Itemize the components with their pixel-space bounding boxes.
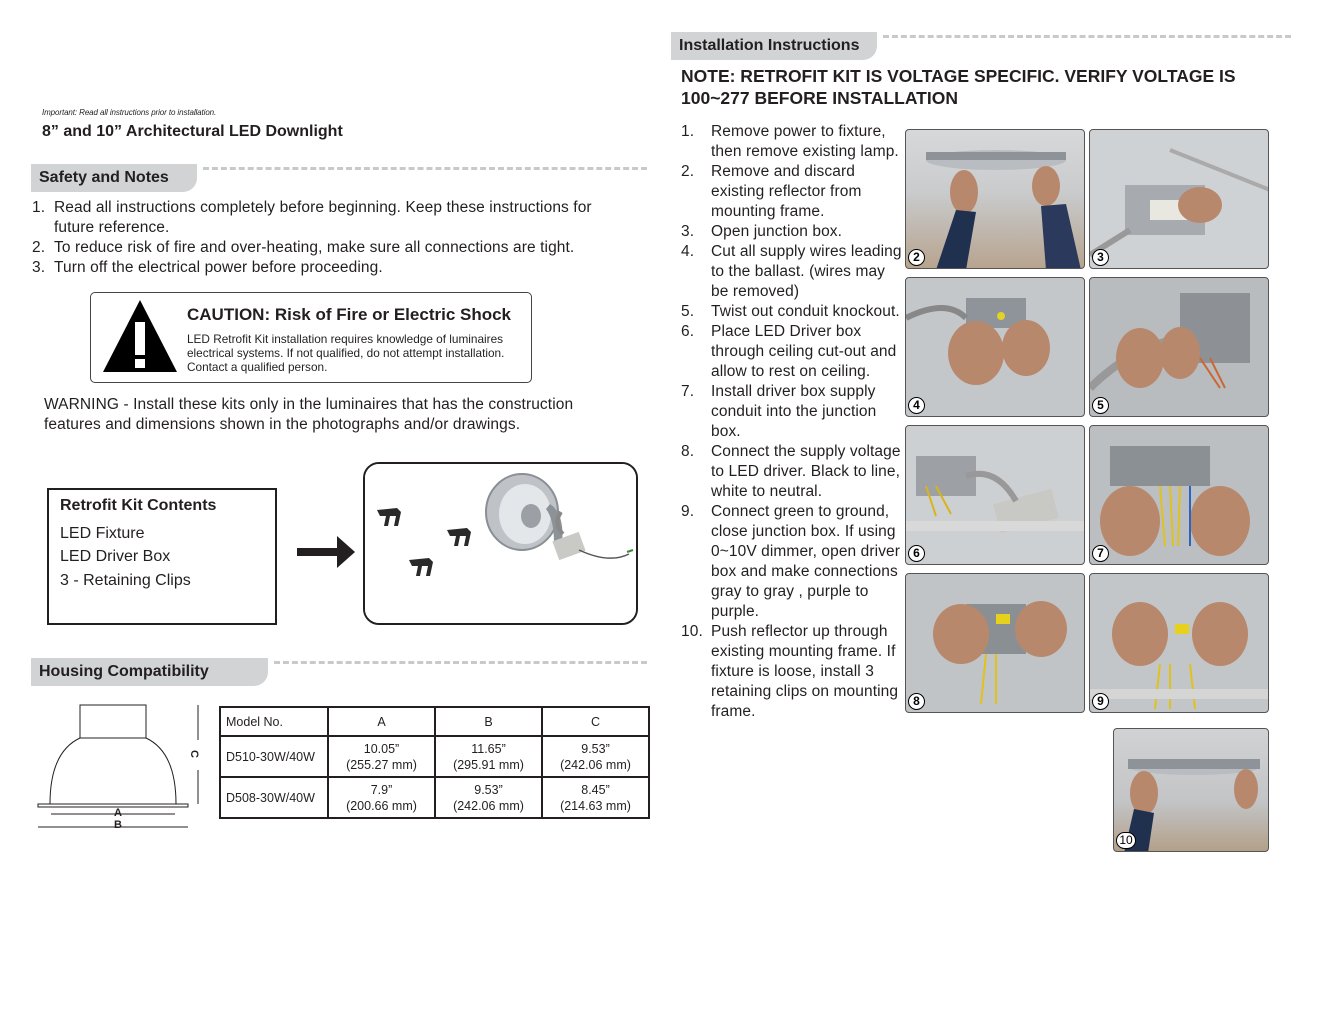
step-number-badge: 6 xyxy=(908,545,925,562)
step-number-badge: 7 xyxy=(1092,545,1109,562)
table-cell: D510-30W/40W xyxy=(220,736,328,777)
list-item: 8. Connect the supply voltage to LED driver. Black to line, white to neutral. xyxy=(681,443,901,500)
step-photo xyxy=(1089,129,1269,269)
step-number-badge: 9 xyxy=(1092,693,1109,710)
dimension-label-c: C xyxy=(187,750,200,758)
safety-section-header xyxy=(31,164,647,192)
list-item: 4. Cut all supply wires leading to the ballast. (wires may be removed) xyxy=(681,243,902,300)
list-item: 5. Twist out conduit knockout. xyxy=(681,303,900,320)
housing-heading: Housing Compatibility xyxy=(31,658,268,686)
step-number-badge: 4 xyxy=(908,397,925,414)
table-header: A xyxy=(328,707,435,736)
section-divider xyxy=(274,661,647,664)
kit-contents-title: Retrofit Kit Contents xyxy=(60,497,217,514)
install-heading: Installation Instructions xyxy=(671,32,877,60)
table-row xyxy=(220,736,649,777)
table-cell: 10.05” (255.27 mm) xyxy=(328,736,435,777)
list-item: 3. Turn off the electrical power before proceeding. xyxy=(32,259,383,276)
important-note: Important: Read all instructions prior to installation. xyxy=(42,108,217,117)
safety-heading: Safety and Notes xyxy=(31,164,197,192)
warning-triangle-icon xyxy=(101,298,179,374)
section-divider xyxy=(883,35,1291,38)
table-row xyxy=(220,777,649,818)
step-number-badge: 5 xyxy=(1092,397,1109,414)
list-item: 2. To reduce risk of fire and over-heating, make sure all connections are tight. xyxy=(32,239,575,256)
warning-text: WARNING - Install these kits only in the luminaires that has the construction features and dimensions shown in the photographs and/or drawings. xyxy=(44,396,574,433)
install-section-header xyxy=(671,32,1291,60)
list-item: 2. Remove and discard existing reflector from mounting frame. xyxy=(681,163,862,220)
led-fixture-image xyxy=(365,464,638,625)
table-cell: 9.53” (242.06 mm) xyxy=(435,777,542,818)
arrow-right-icon xyxy=(297,535,357,569)
table-cell: 7.9” (200.66 mm) xyxy=(328,777,435,818)
kit-item: 3 - Retaining Clips xyxy=(60,572,191,589)
kit-item: LED Driver Box xyxy=(60,548,171,565)
install-steps-list xyxy=(681,122,906,722)
list-item: 7. Install driver box supply conduit into the junction box. xyxy=(681,383,877,440)
step-number-badge: 3 xyxy=(1092,249,1109,266)
table-header-row xyxy=(220,707,649,736)
table-header: Model No. xyxy=(220,707,328,736)
caution-title: CAUTION: Risk of Fire or Electric Shock xyxy=(187,305,512,324)
housing-diagram xyxy=(32,700,212,835)
table-cell: 9.53” (242.06 mm) xyxy=(542,736,649,777)
dimension-label-b: B xyxy=(114,819,122,831)
list-item: 1. Remove power to fixture, then remove existing lamp. xyxy=(681,123,899,160)
step-number-badge: 2 xyxy=(908,249,925,266)
kit-item: LED Fixture xyxy=(60,525,145,542)
step-photo xyxy=(905,129,1085,269)
step-photo xyxy=(1089,277,1269,417)
safety-list xyxy=(32,198,622,278)
step-photo xyxy=(1089,573,1269,713)
section-divider xyxy=(203,167,647,170)
voltage-note: NOTE: RETROFIT KIT IS VOLTAGE SPECIFIC. VERIFY VOLTAGE IS 100~277 BEFORE INSTALLATION xyxy=(681,66,1236,108)
dimension-label-a: A xyxy=(114,807,122,819)
step-photo xyxy=(1113,728,1269,852)
table-cell: 11.65” (295.91 mm) xyxy=(435,736,542,777)
caution-text: LED Retrofit Kit installation requires knowledge of luminaires electrical systems. If not qualified, do not attempt installation. Contact a qualified person. xyxy=(187,332,505,374)
list-item: 3. Open junction box. xyxy=(681,223,843,240)
step-photo xyxy=(905,277,1085,417)
step-photo xyxy=(1089,425,1269,565)
step-photo xyxy=(905,573,1085,713)
housing-section-header xyxy=(31,658,647,686)
kit-contents-photo xyxy=(363,462,638,625)
list-item: 9. Connect green to ground, close junction box. If using 0~10V dimmer, open driver box and make connections gray to gray , purple to purple. xyxy=(681,503,901,620)
list-item: 10. Push reflector up through existing mounting frame. If fixture is loose, install 3 retaining clips on mounting frame. xyxy=(681,623,899,720)
table-header: B xyxy=(435,707,542,736)
table-cell: D508-30W/40W xyxy=(220,777,328,818)
step-number-badge: 8 xyxy=(908,693,925,710)
step-number-badge: 10 xyxy=(1116,832,1136,849)
document-title: 8” and 10” Architectural LED Downlight xyxy=(42,123,343,140)
list-item: 1. Read all instructions completely before beginning. Keep these instructions for future reference. xyxy=(32,199,592,236)
compatibility-table xyxy=(219,706,650,819)
table-header: C xyxy=(542,707,649,736)
step-photo xyxy=(905,425,1085,565)
list-item: 6. Place LED Driver box through ceiling cut-out and allow to rest on ceiling. xyxy=(681,323,897,380)
table-cell: 8.45” (214.63 mm) xyxy=(542,777,649,818)
